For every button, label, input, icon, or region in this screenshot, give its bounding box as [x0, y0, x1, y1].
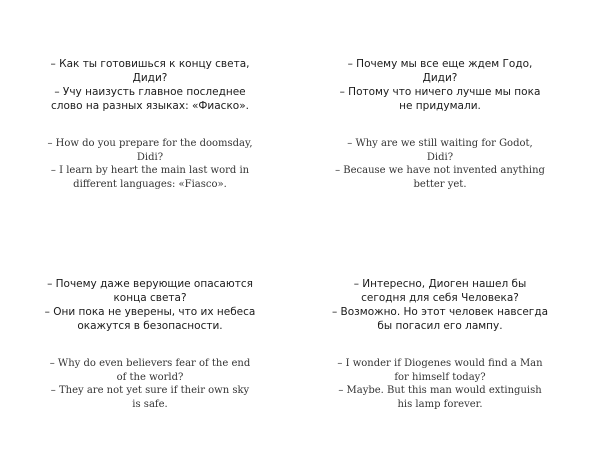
text-line: – Why are we still waiting for Godot, — [347, 138, 533, 149]
english-text — [320, 357, 560, 411]
text-line: his lamp forever. — [397, 398, 483, 410]
text-line: of the world? — [116, 371, 184, 383]
text-line: слово на разных языках: «Фиаско». — [51, 100, 249, 112]
card-believers — [30, 277, 270, 411]
text-line: – Потому что ничего лучше мы пока — [339, 86, 541, 98]
text-line: не придумали. — [399, 100, 481, 112]
text-line: different languages: «Fiasco». — [73, 178, 227, 190]
text-line: окажутся в безопасности. — [77, 320, 223, 332]
text-line: – Why do even believers fear of the end — [49, 358, 251, 369]
english-text — [30, 137, 270, 191]
text-line: – I learn by heart the main last word in — [50, 165, 250, 176]
text-line: Didi? — [426, 151, 454, 163]
text-line: – Maybe. But this man would extinguish — [338, 385, 542, 396]
card-doomsday — [30, 57, 270, 191]
text-line: сегодня для себя Человека? — [361, 292, 519, 304]
text-line: – Почему мы все еще ждем Годо, — [347, 58, 533, 70]
text-line: – Интересно, Диоген нашел бы — [353, 278, 527, 290]
text-line: – Учу наизусть главное последнее — [54, 86, 246, 98]
text-line: – Because we have not invented anything — [335, 165, 545, 176]
text-line: for himself today? — [394, 371, 486, 383]
text-line: – Как ты готовишься к концу света, — [50, 58, 250, 70]
text-line: Didi? — [136, 151, 164, 163]
text-line: – Почему даже верующие опасаются — [47, 278, 253, 290]
text-line: Диди? — [422, 72, 458, 84]
text-line: is safe. — [132, 398, 168, 410]
russian-text — [320, 57, 560, 113]
english-text — [30, 357, 270, 411]
text-line: – Возможно. Но этот человек навсегда — [331, 306, 549, 318]
text-line: конца света? — [113, 292, 187, 304]
text-line: – I wonder if Diogenes would find a Man — [337, 358, 543, 369]
russian-text — [30, 57, 270, 113]
russian-text — [320, 277, 560, 333]
english-text — [320, 137, 560, 191]
text-line: – Они пока не уверены, что их небеса — [44, 306, 256, 318]
card-godot — [320, 57, 560, 191]
text-line: – How do you prepare for the doomsday, — [47, 138, 253, 149]
text-line: better yet. — [413, 178, 467, 190]
text-line: бы погасил его лампу. — [377, 320, 503, 332]
text-line: – They are not yet sure if their own sky — [50, 385, 250, 396]
russian-text — [30, 277, 270, 333]
text-line: Диди? — [132, 72, 168, 84]
card-diogenes — [320, 277, 560, 411]
